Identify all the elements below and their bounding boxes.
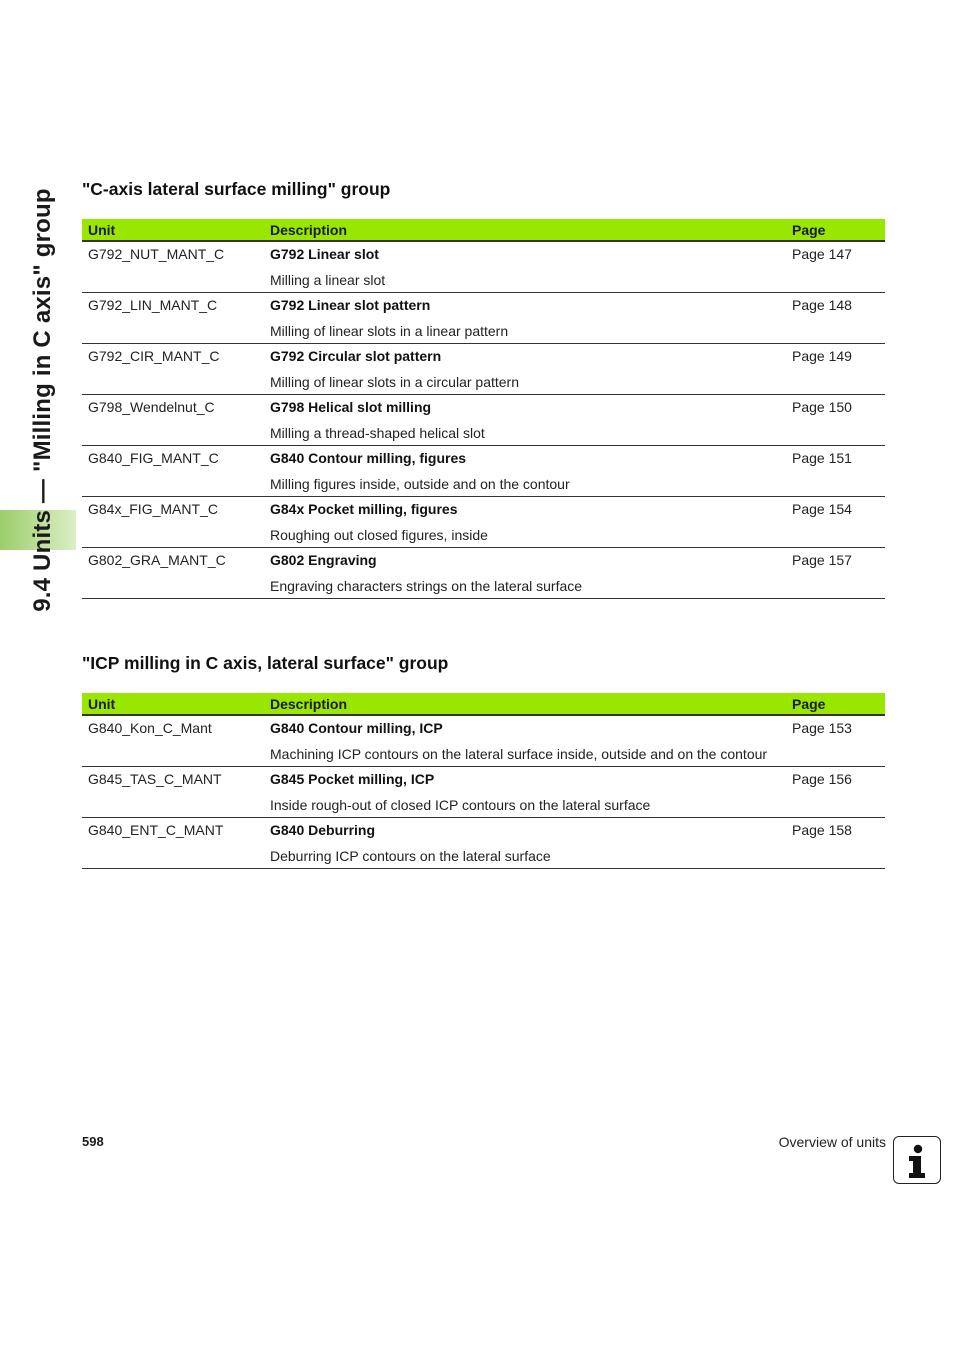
description-title: G84x Pocket milling, figures (270, 500, 458, 517)
page-cell: Page 147 (792, 246, 852, 262)
unit-cell: G840_Kon_C_Mant (88, 720, 212, 736)
table-row (82, 766, 885, 817)
column-header-description: Description (264, 693, 786, 715)
description-title: G840 Contour milling, figures (270, 449, 467, 466)
description-cell (264, 292, 786, 343)
description-subtitle: Milling a linear slot (270, 272, 386, 288)
description-title: G792 Linear slot (270, 246, 379, 262)
table-header-row (82, 693, 885, 715)
description-subtitle: Milling of linear slots in a linear pattern (270, 322, 509, 339)
description-subtitle: Milling a thread-shaped helical slot (270, 424, 485, 441)
unit-cell: G840_FIG_MANT_C (88, 449, 219, 466)
page-cell: Page 157 (792, 551, 852, 568)
description-title: G798 Helical slot milling (270, 398, 432, 415)
info-icon (893, 1136, 941, 1184)
page-cell: Page 150 (792, 398, 852, 415)
page-cell: Page 149 (792, 347, 852, 364)
units-table-icp (82, 693, 885, 869)
page-cell: Page 158 (792, 821, 852, 838)
description-title: G792 Circular slot pattern (270, 347, 442, 364)
description-cell (264, 343, 786, 394)
page-cell: Page 153 (792, 720, 852, 736)
table-row (82, 343, 885, 394)
unit-cell: G792_LIN_MANT_C (88, 296, 218, 313)
description-cell (264, 817, 786, 868)
description-subtitle: Roughing out closed figures, inside (270, 526, 488, 543)
page-cell: Page 148 (792, 296, 852, 313)
unit-cell: G802_GRA_MANT_C (88, 551, 226, 568)
description-subtitle: Engraving characters strings on the lateral surface (270, 577, 583, 594)
units-table-lateral (82, 219, 885, 599)
page-number: 598 (82, 1134, 104, 1149)
description-title: G792 Linear slot pattern (270, 296, 431, 313)
description-title: G845 Pocket milling, ICP (270, 770, 435, 787)
table-row (82, 496, 885, 547)
description-cell (264, 445, 786, 496)
column-header-page: Page (786, 219, 885, 241)
description-title: G840 Deburring (270, 821, 376, 838)
table-row (82, 445, 885, 496)
unit-cell: G792_NUT_MANT_C (88, 246, 225, 262)
description-subtitle: Inside rough-out of closed ICP contours on the lateral surface (270, 796, 651, 813)
description-subtitle: Milling of linear slots in a circular pattern (270, 373, 519, 390)
table-row (82, 241, 885, 292)
table-header-row (82, 219, 885, 241)
side-chapter-title-text: 9.4 Units — "Milling in C axis" group (29, 188, 56, 612)
column-header-page: Page (786, 693, 885, 715)
description-cell (264, 241, 786, 292)
description-title: G840 Contour milling, ICP (270, 720, 443, 736)
column-header-unit: Unit (82, 219, 264, 241)
page-cell: Page 154 (792, 500, 852, 517)
description-cell (264, 715, 786, 766)
unit-cell: G798_Wendelnut_C (88, 398, 215, 415)
table-row (82, 547, 885, 598)
page-cell: Page 151 (792, 449, 852, 466)
section-heading-icp: "ICP milling in C axis, lateral surface" group (82, 653, 449, 673)
section-heading-lateral: "C-axis lateral surface milling" group (82, 179, 391, 199)
column-header-unit: Unit (82, 693, 264, 715)
table-row (82, 817, 885, 868)
unit-cell: G792_CIR_MANT_C (88, 347, 220, 364)
table-row (82, 715, 885, 766)
description-cell (264, 547, 786, 598)
unit-cell: G84x_FIG_MANT_C (88, 500, 218, 517)
description-title: G802 Engraving (270, 551, 377, 568)
unit-cell: G840_ENT_C_MANT (88, 821, 224, 838)
description-cell (264, 766, 786, 817)
unit-cell: G845_TAS_C_MANT (88, 770, 222, 787)
description-subtitle: Machining ICP contours on the lateral surface inside, outside and on the contour (270, 746, 768, 762)
description-cell (264, 394, 786, 445)
description-subtitle: Deburring ICP contours on the lateral surface (270, 847, 551, 864)
column-header-description: Description (264, 219, 786, 241)
description-subtitle: Milling figures inside, outside and on the contour (270, 475, 570, 492)
footer-chapter-text: Overview of units (778, 1134, 886, 1150)
table-row (82, 292, 885, 343)
table-row (82, 394, 885, 445)
page-cell: Page 156 (792, 770, 852, 787)
description-cell (264, 496, 786, 547)
